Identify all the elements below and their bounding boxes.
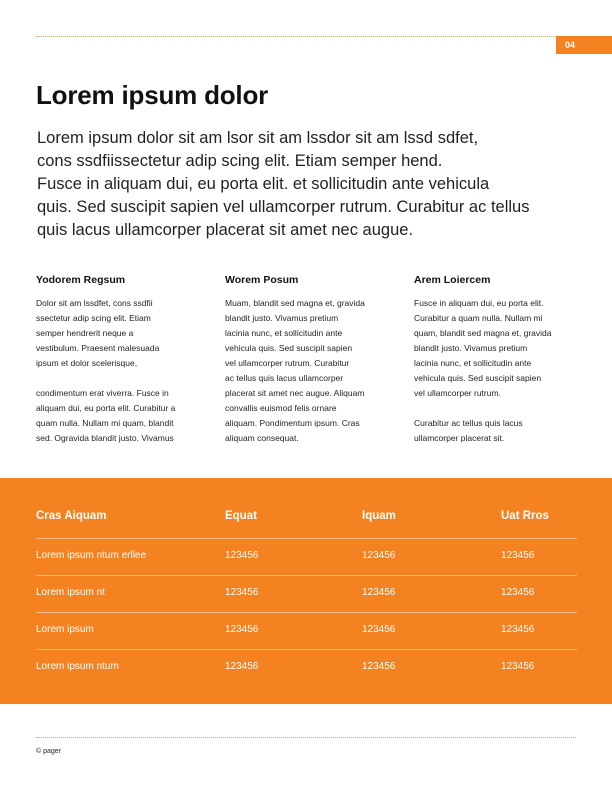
table-cell: 123456 <box>501 661 535 672</box>
column-line: vel ullamcorper rutrum. <box>414 388 501 398</box>
column-line: vehicula quis. Sed suscipit sapien <box>414 373 542 383</box>
table-cell: 123456 <box>225 587 259 598</box>
table-row <box>36 613 577 650</box>
top-divider <box>36 36 576 37</box>
column-line: Fusce in aliquam dui, eu porta elit. <box>414 298 544 308</box>
column-heading: Yodorem Regsum <box>36 274 126 286</box>
column-line: blandit justo. Vivamus pretium <box>225 313 339 323</box>
table-row <box>36 539 577 576</box>
table-cell: 123456 <box>362 550 396 561</box>
column-line: vehicula quis. Sed suscipit sapien <box>225 343 353 353</box>
text-column-3 <box>414 273 584 461</box>
column-line: quam, blandit sed magna et, gravida <box>414 328 552 338</box>
table-cell: 123456 <box>362 587 396 598</box>
column-line: Dolor sit am lssdfet, cons ssdfii <box>36 298 153 308</box>
table-header-cell: Iquam <box>362 510 396 522</box>
column-line: Muam, blandit sed magna et, gravida <box>225 298 365 308</box>
table-cell: Lorem ipsum <box>36 624 94 635</box>
table-header-cell: Equat <box>225 510 257 522</box>
table-header-row <box>36 504 577 539</box>
column-line: convallis euismod felis ornare <box>225 403 337 413</box>
column-line: blandit justo. Vivamus pretium <box>414 343 528 353</box>
column-line: Curabitur ac tellus quis lacus <box>414 418 523 428</box>
lead-line: quis. Sed suscipit sapien vel ullamcorper rutrum. Curabitur ac tellus <box>37 198 530 216</box>
page-title: Lorem ipsum dolor <box>36 80 269 110</box>
page-number-tab <box>556 36 612 54</box>
text-column-2 <box>225 273 395 461</box>
lead-line: cons ssdfiissectetur adip scing elit. Etiam semper hend. <box>37 152 443 170</box>
column-line: quam nulla. Nullam mi quam, blandit <box>36 418 174 428</box>
column-paragraph <box>225 296 395 446</box>
footer-copyright: © pager <box>36 748 62 755</box>
column-line: ac tellus quis lacus ullamcorper <box>225 373 344 383</box>
table-cell: Lorem ipsum nt <box>36 587 105 598</box>
table-cell: 123456 <box>225 550 259 561</box>
column-line: lacinia nunc, et sollicitudin ante <box>414 358 532 368</box>
lead-line: Fusce in aliquam dui, eu porta elit. et sollicitudin ante vehicula <box>37 175 490 193</box>
lead-line: quis lacus ullamcorper placerat sit amet nec augue. <box>37 221 414 239</box>
column-line: ipsum et dolor scelerisque, <box>36 358 138 368</box>
lead-paragraph <box>37 127 577 242</box>
column-line: condimentum erat viverra. Fusce in <box>36 388 169 398</box>
column-heading: Worem Posum <box>225 274 299 286</box>
page-number: 04 <box>565 40 576 50</box>
column-paragraph <box>414 296 584 401</box>
table-cell: Lorem ipsum ntum erllee <box>36 550 147 561</box>
table-cell: Lorem ipsum ntum <box>36 661 119 672</box>
column-heading: Arem Loiercem <box>414 274 491 286</box>
table-cell: 123456 <box>501 624 535 635</box>
table-row <box>36 650 577 686</box>
data-table <box>36 504 577 686</box>
column-line: sed. Ogravida blandit justo. Vivamus <box>36 433 174 443</box>
column-line: aliquam. Pondimentum ipsum. Cras <box>225 418 360 428</box>
table-cell: 123456 <box>501 587 535 598</box>
column-line: ssectetur adip scing elit. Etiam <box>36 313 151 323</box>
text-column-1 <box>36 273 206 461</box>
column-paragraph <box>36 386 206 446</box>
table-row <box>36 576 577 613</box>
data-table-band <box>0 478 612 704</box>
table-cell: 123456 <box>362 624 396 635</box>
column-line: placerat sit amet nec augue. Aliquam <box>225 388 365 398</box>
column-paragraph <box>414 416 584 446</box>
column-line: aliquam consequat. <box>225 433 299 443</box>
column-line: Curabitur a quam nulla. Nullam mi <box>414 313 543 323</box>
bottom-divider <box>36 737 576 738</box>
table-cell: 123456 <box>225 624 259 635</box>
table-cell: 123456 <box>501 550 535 561</box>
column-line: aliquam dui, eu porta elit. Curabitur a <box>36 403 176 413</box>
column-line: vestibulum. Praesent malesuada <box>36 343 160 353</box>
column-line: semper hendrerit neque a <box>36 328 134 338</box>
table-header-cell: Uat Rros <box>501 510 549 522</box>
column-line: lacinia nunc, et sollicitudin ante <box>225 328 343 338</box>
column-line: ullamcorper placerat sit. <box>414 433 505 443</box>
table-cell: 123456 <box>225 661 259 672</box>
column-paragraph <box>36 296 206 371</box>
table-header-cell: Cras Aiquam <box>36 510 107 522</box>
lead-line: Lorem ipsum dolor sit am lsor sit am lssdor sit am lssd sdfet, <box>37 129 479 147</box>
column-line: vel ullamcorper rutrum. Curabitur <box>225 358 350 368</box>
table-cell: 123456 <box>362 661 396 672</box>
